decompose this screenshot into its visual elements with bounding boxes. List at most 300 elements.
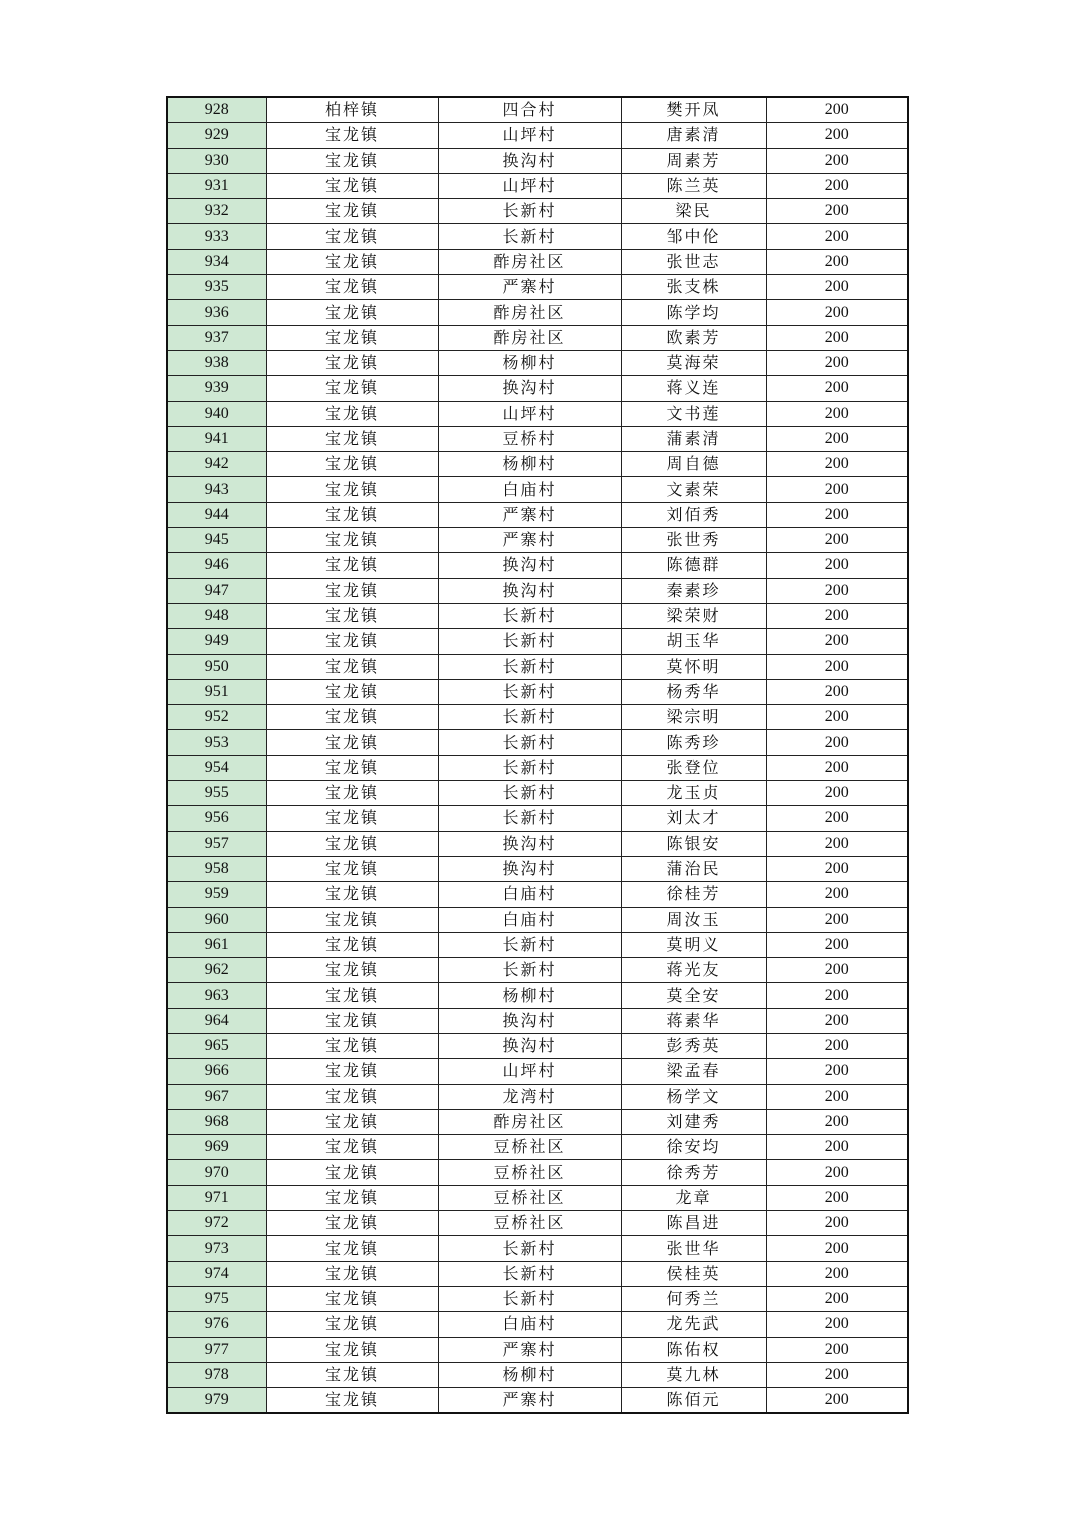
row-number-cell: 957 — [167, 831, 266, 856]
row-number-cell: 929 — [167, 123, 266, 148]
name-cell: 刘建秀 — [621, 1109, 766, 1134]
amount-cell: 200 — [766, 477, 908, 502]
village-cell: 长新村 — [438, 654, 621, 679]
table-row — [167, 1388, 908, 1414]
row-number-cell: 955 — [167, 781, 266, 806]
town-cell: 宝龙镇 — [266, 578, 438, 603]
village-cell: 山坪村 — [438, 1059, 621, 1084]
row-number-cell: 978 — [167, 1362, 266, 1387]
town-cell: 宝龙镇 — [266, 173, 438, 198]
row-number-cell: 956 — [167, 806, 266, 831]
town-cell: 宝龙镇 — [266, 983, 438, 1008]
name-cell: 陈昌进 — [621, 1211, 766, 1236]
amount-cell: 200 — [766, 654, 908, 679]
town-cell: 宝龙镇 — [266, 275, 438, 300]
name-cell: 莫全安 — [621, 983, 766, 1008]
table-row — [167, 1109, 908, 1134]
amount-cell: 200 — [766, 1362, 908, 1387]
table-row — [167, 173, 908, 198]
name-cell: 莫明义 — [621, 932, 766, 957]
village-cell: 白庙村 — [438, 477, 621, 502]
table-row — [167, 148, 908, 173]
village-cell: 豆桥村 — [438, 426, 621, 451]
row-number-cell: 969 — [167, 1135, 266, 1160]
town-cell: 宝龙镇 — [266, 856, 438, 881]
village-cell: 四合村 — [438, 97, 621, 123]
table-row — [167, 199, 908, 224]
row-number-cell: 949 — [167, 629, 266, 654]
amount-cell: 200 — [766, 97, 908, 123]
town-cell: 宝龙镇 — [266, 477, 438, 502]
town-cell: 宝龙镇 — [266, 1261, 438, 1286]
table-row — [167, 300, 908, 325]
town-cell: 宝龙镇 — [266, 781, 438, 806]
amount-cell: 200 — [766, 1185, 908, 1210]
town-cell: 宝龙镇 — [266, 325, 438, 350]
village-cell: 酢房社区 — [438, 1109, 621, 1134]
village-cell: 换沟村 — [438, 578, 621, 603]
row-number-cell: 946 — [167, 553, 266, 578]
row-number-cell: 936 — [167, 300, 266, 325]
row-number-cell: 963 — [167, 983, 266, 1008]
table-row — [167, 679, 908, 704]
table-row — [167, 907, 908, 932]
row-number-cell: 954 — [167, 755, 266, 780]
town-cell: 宝龙镇 — [266, 831, 438, 856]
row-number-cell: 967 — [167, 1084, 266, 1109]
town-cell: 宝龙镇 — [266, 705, 438, 730]
village-cell: 长新村 — [438, 755, 621, 780]
amount-cell: 200 — [766, 1337, 908, 1362]
row-number-cell: 933 — [167, 224, 266, 249]
town-cell: 宝龙镇 — [266, 1109, 438, 1134]
village-cell: 换沟村 — [438, 1008, 621, 1033]
amount-cell: 200 — [766, 300, 908, 325]
village-cell: 严寨村 — [438, 275, 621, 300]
village-cell: 长新村 — [438, 958, 621, 983]
amount-cell: 200 — [766, 603, 908, 628]
name-cell: 陈学均 — [621, 300, 766, 325]
table-row — [167, 958, 908, 983]
row-number-cell: 950 — [167, 654, 266, 679]
amount-cell: 200 — [766, 275, 908, 300]
row-number-cell: 943 — [167, 477, 266, 502]
row-number-cell: 942 — [167, 452, 266, 477]
table-row — [167, 578, 908, 603]
row-number-cell: 948 — [167, 603, 266, 628]
village-cell: 换沟村 — [438, 831, 621, 856]
town-cell: 宝龙镇 — [266, 502, 438, 527]
village-cell: 杨柳村 — [438, 350, 621, 375]
village-cell: 豆桥社区 — [438, 1160, 621, 1185]
name-cell: 龙章 — [621, 1185, 766, 1210]
name-cell: 梁荣财 — [621, 603, 766, 628]
town-cell: 宝龙镇 — [266, 1008, 438, 1033]
table-row — [167, 654, 908, 679]
table-row — [167, 528, 908, 553]
row-number-cell: 940 — [167, 401, 266, 426]
name-cell: 周自德 — [621, 452, 766, 477]
row-number-cell: 973 — [167, 1236, 266, 1261]
town-cell: 宝龙镇 — [266, 1286, 438, 1311]
amount-cell: 200 — [766, 173, 908, 198]
town-cell: 宝龙镇 — [266, 882, 438, 907]
name-cell: 莫怀明 — [621, 654, 766, 679]
amount-cell: 200 — [766, 983, 908, 1008]
table-row — [167, 1008, 908, 1033]
amount-cell: 200 — [766, 1135, 908, 1160]
amount-cell: 200 — [766, 1261, 908, 1286]
village-cell: 长新村 — [438, 730, 621, 755]
name-cell: 张世志 — [621, 249, 766, 274]
town-cell: 宝龙镇 — [266, 426, 438, 451]
row-number-cell: 944 — [167, 502, 266, 527]
row-number-cell: 971 — [167, 1185, 266, 1210]
name-cell: 张世秀 — [621, 528, 766, 553]
name-cell: 张支株 — [621, 275, 766, 300]
table-row — [167, 1160, 908, 1185]
town-cell: 宝龙镇 — [266, 350, 438, 375]
village-cell: 长新村 — [438, 1286, 621, 1311]
town-cell: 宝龙镇 — [266, 1362, 438, 1387]
amount-cell: 200 — [766, 123, 908, 148]
row-number-cell: 935 — [167, 275, 266, 300]
village-cell: 换沟村 — [438, 376, 621, 401]
town-cell: 宝龙镇 — [266, 1185, 438, 1210]
table-row — [167, 1261, 908, 1286]
amount-cell: 200 — [766, 249, 908, 274]
village-cell: 长新村 — [438, 1261, 621, 1286]
town-cell: 宝龙镇 — [266, 224, 438, 249]
row-number-cell: 970 — [167, 1160, 266, 1185]
table-row — [167, 350, 908, 375]
table-row — [167, 603, 908, 628]
row-number-cell: 937 — [167, 325, 266, 350]
table-row — [167, 831, 908, 856]
name-cell: 梁宗明 — [621, 705, 766, 730]
town-cell: 宝龙镇 — [266, 932, 438, 957]
table-row — [167, 806, 908, 831]
amount-cell: 200 — [766, 806, 908, 831]
town-cell: 宝龙镇 — [266, 452, 438, 477]
amount-cell: 200 — [766, 401, 908, 426]
village-cell: 换沟村 — [438, 1033, 621, 1058]
village-cell: 长新村 — [438, 199, 621, 224]
name-cell: 何秀兰 — [621, 1286, 766, 1311]
town-cell: 宝龙镇 — [266, 1236, 438, 1261]
table-row — [167, 1236, 908, 1261]
amount-cell: 200 — [766, 148, 908, 173]
village-cell: 换沟村 — [438, 553, 621, 578]
amount-cell: 200 — [766, 629, 908, 654]
table-row — [167, 1135, 908, 1160]
name-cell: 陈秀珍 — [621, 730, 766, 755]
table-row — [167, 1185, 908, 1210]
amount-cell: 200 — [766, 755, 908, 780]
name-cell: 周素芳 — [621, 148, 766, 173]
table-row — [167, 553, 908, 578]
name-cell: 胡玉华 — [621, 629, 766, 654]
table-row — [167, 755, 908, 780]
village-cell: 长新村 — [438, 603, 621, 628]
table-row — [167, 983, 908, 1008]
town-cell: 宝龙镇 — [266, 199, 438, 224]
amount-cell: 200 — [766, 426, 908, 451]
row-number-cell: 958 — [167, 856, 266, 881]
table-row — [167, 97, 908, 123]
row-number-cell: 930 — [167, 148, 266, 173]
town-cell: 宝龙镇 — [266, 603, 438, 628]
amount-cell: 200 — [766, 856, 908, 881]
table-row — [167, 502, 908, 527]
name-cell: 蒋义连 — [621, 376, 766, 401]
village-cell: 豆桥社区 — [438, 1135, 621, 1160]
town-cell: 宝龙镇 — [266, 300, 438, 325]
row-number-cell: 966 — [167, 1059, 266, 1084]
amount-cell: 200 — [766, 350, 908, 375]
amount-cell: 200 — [766, 578, 908, 603]
amount-cell: 200 — [766, 376, 908, 401]
table-row — [167, 1337, 908, 1362]
row-number-cell: 938 — [167, 350, 266, 375]
name-cell: 蒋素华 — [621, 1008, 766, 1033]
name-cell: 杨学文 — [621, 1084, 766, 1109]
amount-cell: 200 — [766, 199, 908, 224]
name-cell: 陈佰元 — [621, 1388, 766, 1414]
table-row — [167, 426, 908, 451]
town-cell: 宝龙镇 — [266, 1312, 438, 1337]
town-cell: 宝龙镇 — [266, 1059, 438, 1084]
name-cell: 樊开凤 — [621, 97, 766, 123]
table-row — [167, 1312, 908, 1337]
table-row — [167, 1084, 908, 1109]
name-cell: 张世华 — [621, 1236, 766, 1261]
village-cell: 酢房社区 — [438, 300, 621, 325]
amount-cell: 200 — [766, 502, 908, 527]
row-number-cell: 941 — [167, 426, 266, 451]
amount-cell: 200 — [766, 831, 908, 856]
village-cell: 严寨村 — [438, 528, 621, 553]
row-number-cell: 977 — [167, 1337, 266, 1362]
name-cell: 文素荣 — [621, 477, 766, 502]
village-cell: 长新村 — [438, 705, 621, 730]
town-cell: 宝龙镇 — [266, 123, 438, 148]
village-cell: 豆桥社区 — [438, 1211, 621, 1236]
town-cell: 宝龙镇 — [266, 755, 438, 780]
name-cell: 徐桂芳 — [621, 882, 766, 907]
town-cell: 宝龙镇 — [266, 907, 438, 932]
amount-cell: 200 — [766, 932, 908, 957]
name-cell: 文书莲 — [621, 401, 766, 426]
roster-table — [166, 96, 909, 1414]
town-cell: 宝龙镇 — [266, 654, 438, 679]
table-row — [167, 1362, 908, 1387]
name-cell: 欧素芳 — [621, 325, 766, 350]
village-cell: 豆桥社区 — [438, 1185, 621, 1210]
amount-cell: 200 — [766, 528, 908, 553]
amount-cell: 200 — [766, 1388, 908, 1414]
village-cell: 白庙村 — [438, 1312, 621, 1337]
amount-cell: 200 — [766, 705, 908, 730]
town-cell: 宝龙镇 — [266, 1135, 438, 1160]
town-cell: 宝龙镇 — [266, 1211, 438, 1236]
table-row — [167, 629, 908, 654]
village-cell: 酢房社区 — [438, 325, 621, 350]
name-cell: 周汝玉 — [621, 907, 766, 932]
name-cell: 蒋光友 — [621, 958, 766, 983]
town-cell: 宝龙镇 — [266, 553, 438, 578]
name-cell: 刘佰秀 — [621, 502, 766, 527]
name-cell: 邹中伦 — [621, 224, 766, 249]
name-cell: 秦素珍 — [621, 578, 766, 603]
name-cell: 梁孟春 — [621, 1059, 766, 1084]
name-cell: 龙玉贞 — [621, 781, 766, 806]
amount-cell: 200 — [766, 907, 908, 932]
town-cell: 宝龙镇 — [266, 730, 438, 755]
village-cell: 杨柳村 — [438, 1362, 621, 1387]
village-cell: 长新村 — [438, 629, 621, 654]
table-row — [167, 123, 908, 148]
table-row — [167, 705, 908, 730]
village-cell: 长新村 — [438, 679, 621, 704]
name-cell: 唐素清 — [621, 123, 766, 148]
table-row — [167, 477, 908, 502]
village-cell: 长新村 — [438, 224, 621, 249]
village-cell: 严寨村 — [438, 502, 621, 527]
name-cell: 张登位 — [621, 755, 766, 780]
village-cell: 白庙村 — [438, 882, 621, 907]
amount-cell: 200 — [766, 452, 908, 477]
table-row — [167, 932, 908, 957]
table-row — [167, 1286, 908, 1311]
amount-cell: 200 — [766, 1084, 908, 1109]
table-row — [167, 224, 908, 249]
village-cell: 严寨村 — [438, 1388, 621, 1414]
village-cell: 严寨村 — [438, 1337, 621, 1362]
row-number-cell: 965 — [167, 1033, 266, 1058]
amount-cell: 200 — [766, 553, 908, 578]
amount-cell: 200 — [766, 1033, 908, 1058]
amount-cell: 200 — [766, 1160, 908, 1185]
amount-cell: 200 — [766, 1008, 908, 1033]
village-cell: 长新村 — [438, 806, 621, 831]
amount-cell: 200 — [766, 1236, 908, 1261]
name-cell: 彭秀英 — [621, 1033, 766, 1058]
village-cell: 山坪村 — [438, 173, 621, 198]
row-number-cell: 947 — [167, 578, 266, 603]
roster-table-body — [167, 97, 908, 1413]
name-cell: 莫海荣 — [621, 350, 766, 375]
table-row — [167, 376, 908, 401]
table-row — [167, 730, 908, 755]
row-number-cell: 974 — [167, 1261, 266, 1286]
amount-cell: 200 — [766, 325, 908, 350]
name-cell: 陈银安 — [621, 831, 766, 856]
amount-cell: 200 — [766, 679, 908, 704]
name-cell: 蒲治民 — [621, 856, 766, 881]
table-row — [167, 882, 908, 907]
village-cell: 杨柳村 — [438, 452, 621, 477]
row-number-cell: 972 — [167, 1211, 266, 1236]
amount-cell: 200 — [766, 1286, 908, 1311]
row-number-cell: 945 — [167, 528, 266, 553]
town-cell: 宝龙镇 — [266, 1337, 438, 1362]
town-cell: 宝龙镇 — [266, 1388, 438, 1414]
name-cell: 蒲素清 — [621, 426, 766, 451]
town-cell: 宝龙镇 — [266, 376, 438, 401]
row-number-cell: 975 — [167, 1286, 266, 1311]
village-cell: 白庙村 — [438, 907, 621, 932]
amount-cell: 200 — [766, 781, 908, 806]
row-number-cell: 939 — [167, 376, 266, 401]
name-cell: 陈佑权 — [621, 1337, 766, 1362]
name-cell: 莫九林 — [621, 1362, 766, 1387]
table-row — [167, 325, 908, 350]
row-number-cell: 959 — [167, 882, 266, 907]
village-cell: 山坪村 — [438, 123, 621, 148]
town-cell: 柏梓镇 — [266, 97, 438, 123]
village-cell: 山坪村 — [438, 401, 621, 426]
row-number-cell: 968 — [167, 1109, 266, 1134]
row-number-cell: 953 — [167, 730, 266, 755]
town-cell: 宝龙镇 — [266, 401, 438, 426]
row-number-cell: 931 — [167, 173, 266, 198]
row-number-cell: 979 — [167, 1388, 266, 1414]
row-number-cell: 932 — [167, 199, 266, 224]
table-row — [167, 1211, 908, 1236]
table-row — [167, 781, 908, 806]
town-cell: 宝龙镇 — [266, 958, 438, 983]
table-row — [167, 275, 908, 300]
row-number-cell: 951 — [167, 679, 266, 704]
village-cell: 杨柳村 — [438, 983, 621, 1008]
town-cell: 宝龙镇 — [266, 249, 438, 274]
town-cell: 宝龙镇 — [266, 1033, 438, 1058]
row-number-cell: 928 — [167, 97, 266, 123]
amount-cell: 200 — [766, 958, 908, 983]
name-cell: 陈德群 — [621, 553, 766, 578]
row-number-cell: 934 — [167, 249, 266, 274]
row-number-cell: 976 — [167, 1312, 266, 1337]
amount-cell: 200 — [766, 882, 908, 907]
row-number-cell: 961 — [167, 932, 266, 957]
village-cell: 长新村 — [438, 932, 621, 957]
table-row — [167, 249, 908, 274]
village-cell: 换沟村 — [438, 856, 621, 881]
village-cell: 酢房社区 — [438, 249, 621, 274]
table-row — [167, 856, 908, 881]
amount-cell: 200 — [766, 1109, 908, 1134]
table-row — [167, 401, 908, 426]
amount-cell: 200 — [766, 1211, 908, 1236]
row-number-cell: 960 — [167, 907, 266, 932]
name-cell: 龙先武 — [621, 1312, 766, 1337]
town-cell: 宝龙镇 — [266, 679, 438, 704]
amount-cell: 200 — [766, 224, 908, 249]
name-cell: 徐秀芳 — [621, 1160, 766, 1185]
name-cell: 杨秀华 — [621, 679, 766, 704]
amount-cell: 200 — [766, 1312, 908, 1337]
village-cell: 长新村 — [438, 1236, 621, 1261]
row-number-cell: 964 — [167, 1008, 266, 1033]
name-cell: 侯桂英 — [621, 1261, 766, 1286]
amount-cell: 200 — [766, 730, 908, 755]
name-cell: 刘太才 — [621, 806, 766, 831]
town-cell: 宝龙镇 — [266, 528, 438, 553]
row-number-cell: 952 — [167, 705, 266, 730]
town-cell: 宝龙镇 — [266, 806, 438, 831]
town-cell: 宝龙镇 — [266, 1084, 438, 1109]
